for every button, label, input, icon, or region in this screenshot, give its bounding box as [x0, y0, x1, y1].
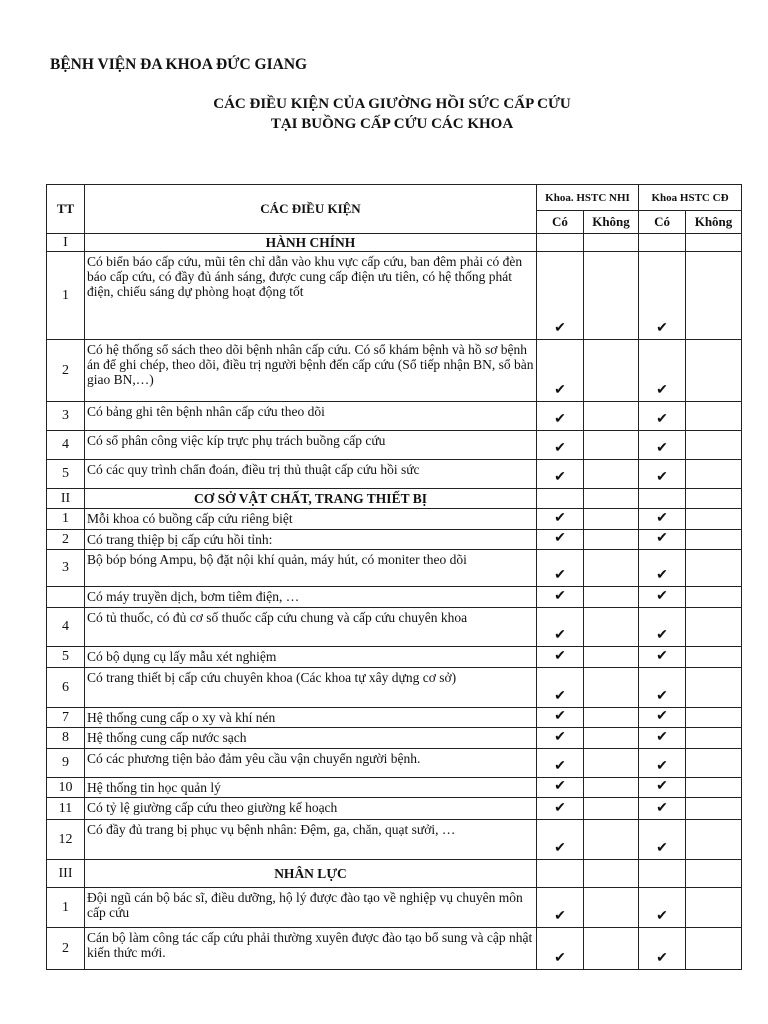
check-g2-no: [686, 728, 742, 749]
table-row: [47, 608, 742, 647]
row-number: 7: [47, 708, 85, 728]
check-g1-no: [584, 888, 639, 928]
condition-text: Có các quy trình chẩn đoán, điều trị thủ thuật cấp cứu hồi sức: [85, 460, 537, 489]
check-g1-no: [584, 550, 639, 587]
table-row: [47, 798, 742, 820]
check-g2-no: [686, 749, 742, 778]
checkmark-icon: ✔: [537, 888, 584, 928]
checkmark-icon: ✔: [537, 252, 584, 340]
table-row: [47, 820, 742, 860]
condition-text: Có máy truyền dịch, bơm tiêm điện, …: [85, 587, 537, 608]
check-g1-no: [584, 798, 639, 820]
checkmark-icon: ✔: [639, 668, 686, 708]
table-row: [47, 340, 742, 402]
check-g2-no: [686, 530, 742, 550]
checkmark-icon: ✔: [537, 608, 584, 647]
empty-cell: [686, 489, 742, 509]
row-number: 11: [47, 798, 85, 820]
checkmark-icon: ✔: [639, 798, 686, 820]
checkmark-icon: ✔: [537, 820, 584, 860]
checkmark-icon: ✔: [537, 778, 584, 798]
checkmark-icon: ✔: [537, 587, 584, 608]
empty-cell: [537, 234, 584, 252]
checkmark-icon: ✔: [537, 708, 584, 728]
section-title: CƠ SỞ VẬT CHẤT, TRANG THIẾT BỊ: [85, 489, 537, 509]
column-header-g2-no: Không: [686, 211, 742, 234]
column-group-hstc-cd: Khoa HSTC CĐ: [639, 185, 742, 211]
table-header-row: [47, 185, 742, 211]
condition-text: Có trang thiệp bị cấp cứu hồi tỉnh:: [85, 530, 537, 550]
check-g1-no: [584, 668, 639, 708]
table-row: [47, 728, 742, 749]
check-g2-no: [686, 928, 742, 970]
empty-cell: [639, 234, 686, 252]
row-number: [47, 587, 85, 608]
check-g2-no: [686, 252, 742, 340]
check-g1-no: [584, 431, 639, 460]
empty-cell: [639, 860, 686, 888]
checkmark-icon: ✔: [537, 928, 584, 970]
row-number: 1: [47, 888, 85, 928]
check-g2-no: [686, 668, 742, 708]
row-number: 12: [47, 820, 85, 860]
column-header-g1-no: Không: [584, 211, 639, 234]
checkmark-icon: ✔: [537, 798, 584, 820]
row-number: 9: [47, 749, 85, 778]
table-row: [47, 668, 742, 708]
check-g1-no: [584, 778, 639, 798]
checkmark-icon: ✔: [537, 340, 584, 402]
empty-cell: [584, 860, 639, 888]
row-number: 4: [47, 431, 85, 460]
condition-text: Có trang thiết bị cấp cứu chuyên khoa (Các khoa tự xây dựng cơ sở): [85, 668, 537, 708]
condition-text: Có bảng ghi tên bệnh nhân cấp cứu theo dõi: [85, 402, 537, 431]
checkmark-icon: ✔: [639, 928, 686, 970]
check-g2-no: [686, 587, 742, 608]
condition-text: Có tỷ lệ giường cấp cứu theo giường kế hoạch: [85, 798, 537, 820]
check-g2-no: [686, 509, 742, 530]
checkmark-icon: ✔: [639, 252, 686, 340]
check-g1-no: [584, 647, 639, 668]
row-number: 2: [47, 340, 85, 402]
check-g1-no: [584, 340, 639, 402]
check-g2-no: [686, 820, 742, 860]
table-row: [47, 708, 742, 728]
column-header-g1-yes: Có: [537, 211, 584, 234]
check-g1-no: [584, 402, 639, 431]
empty-cell: [686, 860, 742, 888]
document-title-line2: TẠI BUỒNG CẤP CỨU CÁC KHOA: [270, 116, 514, 132]
check-g2-no: [686, 402, 742, 431]
checkmark-icon: ✔: [537, 530, 584, 550]
table-row: [47, 587, 742, 608]
section-row: [47, 489, 742, 509]
checkmark-icon: ✔: [639, 530, 686, 550]
checkmark-icon: ✔: [537, 509, 584, 530]
condition-text: Hệ thống cung cấp o xy và khí nén: [85, 708, 537, 728]
checkmark-icon: ✔: [639, 728, 686, 749]
table-row: [47, 431, 742, 460]
check-g2-no: [686, 647, 742, 668]
checkmark-icon: ✔: [639, 402, 686, 431]
check-g1-no: [584, 252, 639, 340]
condition-text: Có bộ dụng cụ lấy mẫu xét nghiệm: [85, 647, 537, 668]
checkmark-icon: ✔: [639, 587, 686, 608]
checkmark-icon: ✔: [639, 647, 686, 668]
checkmark-icon: ✔: [639, 820, 686, 860]
check-g1-no: [584, 728, 639, 749]
checkmark-icon: ✔: [639, 749, 686, 778]
checkmark-icon: ✔: [639, 608, 686, 647]
table-row: [47, 550, 742, 587]
check-g1-no: [584, 708, 639, 728]
checkmark-icon: ✔: [537, 431, 584, 460]
section-number: II: [47, 489, 85, 509]
table-row: [47, 888, 742, 928]
section-row: [47, 860, 742, 888]
section-number: I: [47, 234, 85, 252]
checkmark-icon: ✔: [639, 550, 686, 587]
check-g2-no: [686, 340, 742, 402]
empty-cell: [584, 234, 639, 252]
document-title-line1: CÁC ĐIỀU KIỆN CỦA GIƯỜNG HỒI SỨC CẤP CỨU: [213, 96, 571, 112]
row-number: 6: [47, 668, 85, 708]
check-g2-no: [686, 708, 742, 728]
checkmark-icon: ✔: [537, 550, 584, 587]
table-row: [47, 252, 742, 340]
check-g2-no: [686, 550, 742, 587]
check-g2-no: [686, 608, 742, 647]
table-row: [47, 530, 742, 550]
hospital-name: BỆNH VIỆN ĐA KHOA ĐỨC GIANG: [50, 56, 308, 73]
section-title: HÀNH CHÍNH: [85, 234, 537, 252]
column-group-hstc-nhi: Khoa. HSTC NHI: [537, 185, 639, 211]
empty-cell: [537, 860, 584, 888]
table-row: [47, 928, 742, 970]
checkmark-icon: ✔: [639, 460, 686, 489]
check-g2-no: [686, 798, 742, 820]
condition-text: Có biển báo cấp cứu, mũi tên chỉ dẫn vào khu vực cấp cứu, ban đêm phải có đèn báo cấp cứu, có đầy đủ ánh sáng, được cung cấp điện ưu tiên, có hệ thống phát điện, chiếu sáng dự phòng hoạt động tốt: [85, 252, 537, 340]
row-number: 1: [47, 252, 85, 340]
check-g1-no: [584, 820, 639, 860]
row-number: 4: [47, 608, 85, 647]
conditions-table: [46, 184, 742, 970]
row-number: 2: [47, 928, 85, 970]
checkmark-icon: ✔: [537, 460, 584, 489]
column-header-conditions: CÁC ĐIỀU KIỆN: [85, 185, 537, 234]
column-header-tt: TT: [47, 185, 85, 234]
row-number: 3: [47, 550, 85, 587]
condition-text: Có các phương tiện bảo đảm yêu cầu vận chuyển người bệnh.: [85, 749, 537, 778]
row-number: 3: [47, 402, 85, 431]
check-g1-no: [584, 749, 639, 778]
checkmark-icon: ✔: [639, 431, 686, 460]
check-g1-no: [584, 608, 639, 647]
checkmark-icon: ✔: [537, 749, 584, 778]
row-number: 5: [47, 647, 85, 668]
checkmark-icon: ✔: [639, 340, 686, 402]
table-row: [47, 402, 742, 431]
row-number: 8: [47, 728, 85, 749]
check-g1-no: [584, 928, 639, 970]
condition-text: Mỗi khoa có buồng cấp cứu riêng biệt: [85, 509, 537, 530]
check-g1-no: [584, 460, 639, 489]
check-g1-no: [584, 509, 639, 530]
checkmark-icon: ✔: [639, 509, 686, 530]
condition-text: Có hệ thống sổ sách theo dõi bệnh nhân cấp cứu. Có sổ khám bệnh và hồ sơ bệnh án để ghi chép, theo dõi, điều trị người bệnh đến cấp cứu (Sổ tiếp nhận BN, sổ bàn giao BN,…): [85, 340, 537, 402]
condition-text: Có sổ phân công việc kíp trực phụ trách buồng cấp cứu: [85, 431, 537, 460]
checkmark-icon: ✔: [639, 708, 686, 728]
table-row: [47, 647, 742, 668]
checkmark-icon: ✔: [537, 402, 584, 431]
condition-text: Hệ thống cung cấp nước sạch: [85, 728, 537, 749]
empty-cell: [584, 489, 639, 509]
checkmark-icon: ✔: [537, 728, 584, 749]
empty-cell: [537, 489, 584, 509]
empty-cell: [639, 489, 686, 509]
condition-text: Bộ bóp bóng Ampu, bộ đặt nội khí quản, máy hút, có moniter theo dõi: [85, 550, 537, 587]
condition-text: Có đầy đủ trang bị phục vụ bệnh nhân: Đệm, ga, chăn, quạt sưởi, …: [85, 820, 537, 860]
check-g1-no: [584, 587, 639, 608]
table-row: [47, 778, 742, 798]
condition-text: Hệ thống tin học quản lý: [85, 778, 537, 798]
check-g2-no: [686, 888, 742, 928]
checkmark-icon: ✔: [639, 888, 686, 928]
table-row: [47, 460, 742, 489]
table-row: [47, 749, 742, 778]
section-row: [47, 234, 742, 252]
checkmark-icon: ✔: [639, 778, 686, 798]
section-title: NHÂN LỰC: [85, 860, 537, 888]
condition-text: Có tủ thuốc, có đủ cơ số thuốc cấp cứu chung và cấp cứu chuyên khoa: [85, 608, 537, 647]
row-number: 10: [47, 778, 85, 798]
empty-cell: [686, 234, 742, 252]
checkmark-icon: ✔: [537, 647, 584, 668]
check-g2-no: [686, 460, 742, 489]
condition-text: Đội ngũ cán bộ bác sĩ, điều dưỡng, hộ lý được đào tạo về nghiệp vụ chuyên môn cấp cứu: [85, 888, 537, 928]
check-g2-no: [686, 778, 742, 798]
check-g1-no: [584, 530, 639, 550]
section-number: III: [47, 860, 85, 888]
row-number: 1: [47, 509, 85, 530]
row-number: 5: [47, 460, 85, 489]
column-header-g2-yes: Có: [639, 211, 686, 234]
checkmark-icon: ✔: [537, 668, 584, 708]
check-g2-no: [686, 431, 742, 460]
table-row: [47, 509, 742, 530]
condition-text: Cán bộ làm công tác cấp cứu phải thường xuyên được đào tạo bổ sung và cập nhật kiến thức mới.: [85, 928, 537, 970]
row-number: 2: [47, 530, 85, 550]
